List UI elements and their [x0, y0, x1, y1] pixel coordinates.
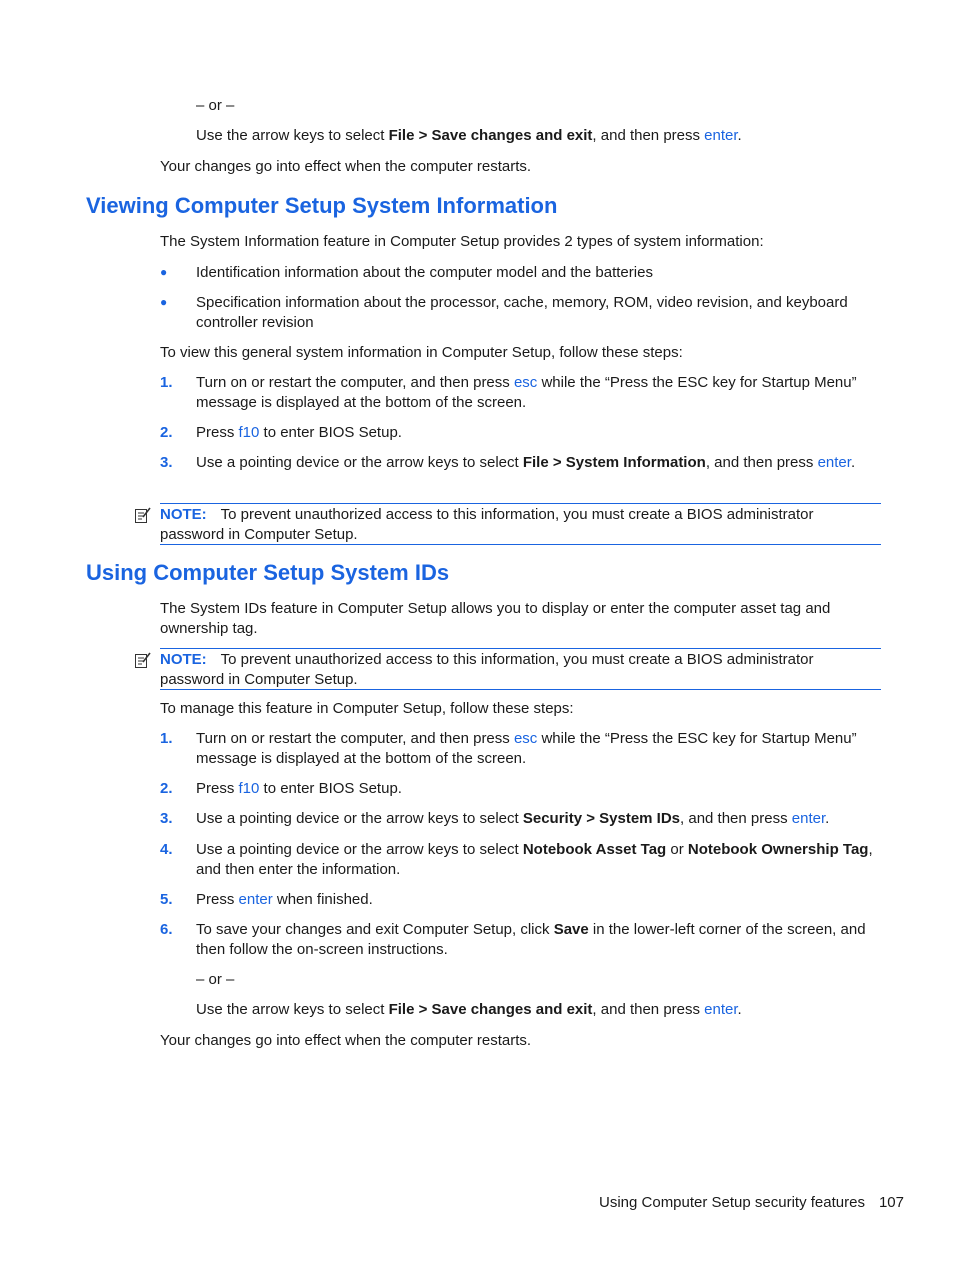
step-number: 1. [160, 374, 173, 391]
note-label: NOTE: [160, 506, 207, 523]
bullet-item: Identification information about the computer model and the batteries [196, 264, 653, 281]
or-separator: – or – [196, 971, 235, 988]
text: Use the arrow keys to select [196, 127, 389, 144]
text: . [850, 454, 856, 471]
section-intro: The System Information feature in Computer Setup provides 2 types of system information: [160, 233, 764, 250]
text: , and then press [592, 1001, 705, 1018]
text: to enter BIOS Setup. [259, 780, 402, 797]
text: . [737, 1001, 742, 1018]
step-text [196, 840, 882, 879]
menu-path: Notebook Asset Tag [522, 841, 667, 858]
note-label: NOTE: [160, 651, 207, 668]
text: Press [196, 780, 239, 797]
save-exit-instruction [196, 126, 882, 146]
text: Use the arrow keys to select [196, 1001, 389, 1018]
text: Turn on or restart the computer, and then press [196, 730, 514, 747]
step-number: 6. [160, 921, 173, 938]
page-footer [599, 1193, 904, 1213]
note-box [160, 648, 881, 690]
menu-path: File > Save changes and exit [388, 127, 593, 144]
text: , and then enter the information. [196, 841, 873, 878]
text: , and then press [705, 454, 818, 471]
menu-path: Save [553, 921, 589, 938]
step-number: 2. [160, 780, 173, 797]
key-name: esc [513, 374, 538, 391]
effect-note: Your changes go into effect when the computer restarts. [160, 1032, 532, 1049]
text: in the lower-left corner of the screen, and then follow the on-screen instructions. [196, 921, 866, 958]
text: Turn on or restart the computer, and then press [196, 374, 514, 391]
text: . [825, 810, 830, 827]
page-number: 107 [878, 1194, 904, 1211]
note-text: To prevent unauthorized access to this information, you must create a BIOS administrator password in Computer Setup. [160, 506, 814, 543]
text: Use a pointing device or the arrow keys to select [196, 841, 523, 858]
text: Press [196, 891, 239, 908]
bullet-icon: ● [160, 265, 168, 279]
text: or [666, 841, 688, 858]
key-name: enter [704, 127, 738, 144]
text: , and then press [592, 127, 705, 144]
step-text [196, 453, 882, 473]
key-name: enter [704, 1001, 738, 1018]
key-name: f10 [238, 780, 260, 797]
step-text [196, 779, 882, 799]
bullet-icon: ● [160, 295, 168, 309]
section-heading: Using Computer Setup System IDs [86, 560, 450, 585]
key-name: enter [791, 810, 826, 827]
save-exit-instruction [196, 1000, 882, 1020]
menu-path: File > Save changes and exit [388, 1001, 593, 1018]
step-number: 3. [160, 810, 173, 827]
menu-path: Notebook Ownership Tag [687, 841, 869, 858]
step-number: 2. [160, 424, 173, 441]
text: while the “Press the ESC key for Startup Menu” message is displayed at the bottom of the screen. [196, 730, 857, 767]
steps-lead: To manage this feature in Computer Setup, follow these steps: [160, 700, 574, 717]
text: , and then press [680, 810, 792, 827]
step-text [196, 809, 882, 829]
steps-lead: To view this general system information in Computer Setup, follow these steps: [160, 344, 683, 361]
note-text: To prevent unauthorized access to this information, you must create a BIOS administrator password in Computer Setup. [160, 651, 814, 688]
step-text [196, 729, 882, 768]
note-icon [134, 651, 152, 669]
key-name: esc [513, 730, 538, 747]
text: Use a pointing device or the arrow keys to select [196, 454, 523, 471]
effect-note: Your changes go into effect when the computer restarts. [160, 158, 532, 175]
step-text [196, 423, 882, 443]
step-text [196, 920, 882, 959]
or-separator: – or – [196, 97, 235, 114]
text: when finished. [272, 891, 373, 908]
step-text [196, 373, 882, 412]
section-heading: Viewing Computer Setup System Information [86, 193, 558, 218]
bullet-item: Specification information about the processor, cache, memory, ROM, video revision, and keyboard controller revision [196, 294, 848, 331]
key-name: enter [238, 891, 273, 908]
step-number: 5. [160, 891, 173, 908]
menu-path: File > System Information [522, 454, 706, 471]
step-number: 3. [160, 454, 173, 471]
footer-section-title: Using Computer Setup security features [599, 1194, 865, 1211]
step-text [196, 890, 882, 910]
note-icon [134, 506, 152, 524]
menu-path: Security > System IDs [522, 810, 681, 827]
key-name: f10 [238, 424, 260, 441]
step-number: 4. [160, 841, 173, 858]
text: Press [196, 424, 239, 441]
step-number: 1. [160, 730, 173, 747]
text: . [737, 127, 742, 144]
text: to enter BIOS Setup. [259, 424, 402, 441]
text: while the “Press the ESC key for Startup Menu” message is displayed at the bottom of the screen. [196, 374, 857, 411]
note-box [160, 503, 881, 545]
text: Use a pointing device or the arrow keys to select [196, 810, 523, 827]
section-intro: The System IDs feature in Computer Setup allows you to display or enter the computer asset tag and ownership tag. [160, 600, 831, 637]
key-name: enter [817, 454, 851, 471]
text: To save your changes and exit Computer Setup, click [196, 921, 554, 938]
